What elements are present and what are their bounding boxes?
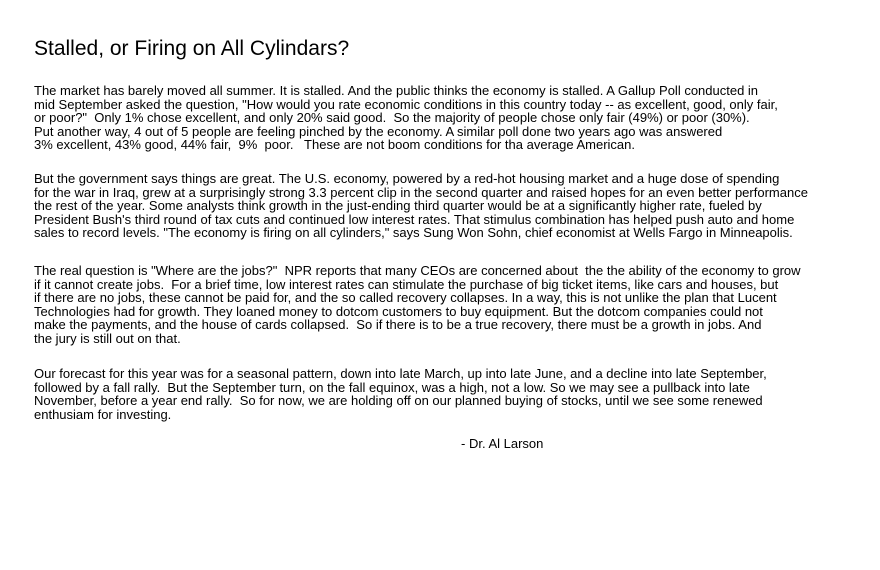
paragraph-government-view — [34, 172, 808, 240]
article-title: Stalled, or Firing on All Cylindars? — [34, 37, 350, 60]
author-signature: - Dr. Al Larson — [461, 436, 544, 451]
paragraph-line: for the war in Iraq, grew at a surprisingly strong 3.3 percent clip in the second quarter and raised hopes for an even better performance — [34, 184, 808, 200]
paragraph-line: if it cannot create jobs. For a brief time, low interest rates can stimulate the purchase of big ticket items, like cars and houses, but — [34, 276, 779, 292]
paragraph-line: The real question is "Where are the jobs?" NPR reports that many CEOs are concerned about the the ability of the economy to grow — [34, 263, 801, 278]
paragraph-line: followed by a fall rally. But the September turn, on the fall equinox, was a high, not a low. So we may see a pullback into late — [34, 379, 750, 395]
paragraph-line: The market has barely moved all summer. It is stalled. And the public thinks the economy is stalled. A Gallup Poll conducted in — [34, 83, 759, 98]
paragraph-line: Technologies had for growth. They loaned money to dotcom customers to buy equipment. But the dotcom companies could not — [34, 303, 763, 319]
paragraph-line: Put another way, 4 out of 5 people are feeling pinched by the economy. A similar poll done two years ago was answered — [34, 123, 723, 139]
paragraph-market-stalled — [34, 84, 778, 152]
paragraph-line: make the payments, and the house of cards collapsed. So if there is to be a true recovery, there must be a growth in jobs. And — [34, 317, 762, 333]
paragraph-forecast — [34, 367, 767, 421]
paragraph-line: or poor?" Only 1% chose excellent, and only 20% said good. So the majority of people chose only fair (49%) or poor (30%). — [34, 110, 750, 126]
paragraph-line: enthusiam for investing. — [34, 406, 172, 422]
paragraph-line: mid September asked the question, "How would you rate economic conditions in this country today -- as excellent, good, only fair, — [34, 96, 778, 112]
paragraph-line: President Bush's third round of tax cuts and continued low interest rates. That stimulus combination has helped push auto and home — [34, 211, 795, 227]
paragraph-line: the jury is still out on that. — [34, 330, 181, 346]
paragraph-line: 3% excellent, 43% good, 44% fair, 9% poor. These are not boom conditions for tha average American. — [34, 137, 636, 153]
paragraph-line: the rest of the year. Some analysts think growth in the just-ending third quarter would be at a significantly higher rate, fueled by — [34, 198, 762, 214]
paragraph-line: Our forecast for this year was for a seasonal pattern, down into late March, up into late June, and a decline into late September, — [34, 366, 767, 381]
paragraph-line: if there are no jobs, these cannot be paid for, and the so called recovery collapses. In a way, this is not unlike the plan that Lucent — [34, 290, 777, 306]
paragraph-where-are-jobs — [34, 264, 801, 346]
paragraph-line: sales to record levels. "The economy is firing on all cylinders," says Sung Won Sohn, chief economist at Wells Fargo in Minneapolis. — [34, 225, 793, 241]
paragraph-line: But the government says things are great. The U.S. economy, powered by a red-hot housing market and a huge dose of spending — [34, 171, 780, 186]
paragraph-line: November, before a year end rally. So for now, we are holding off on our planned buying of stocks, until we see some renewed — [34, 393, 763, 409]
